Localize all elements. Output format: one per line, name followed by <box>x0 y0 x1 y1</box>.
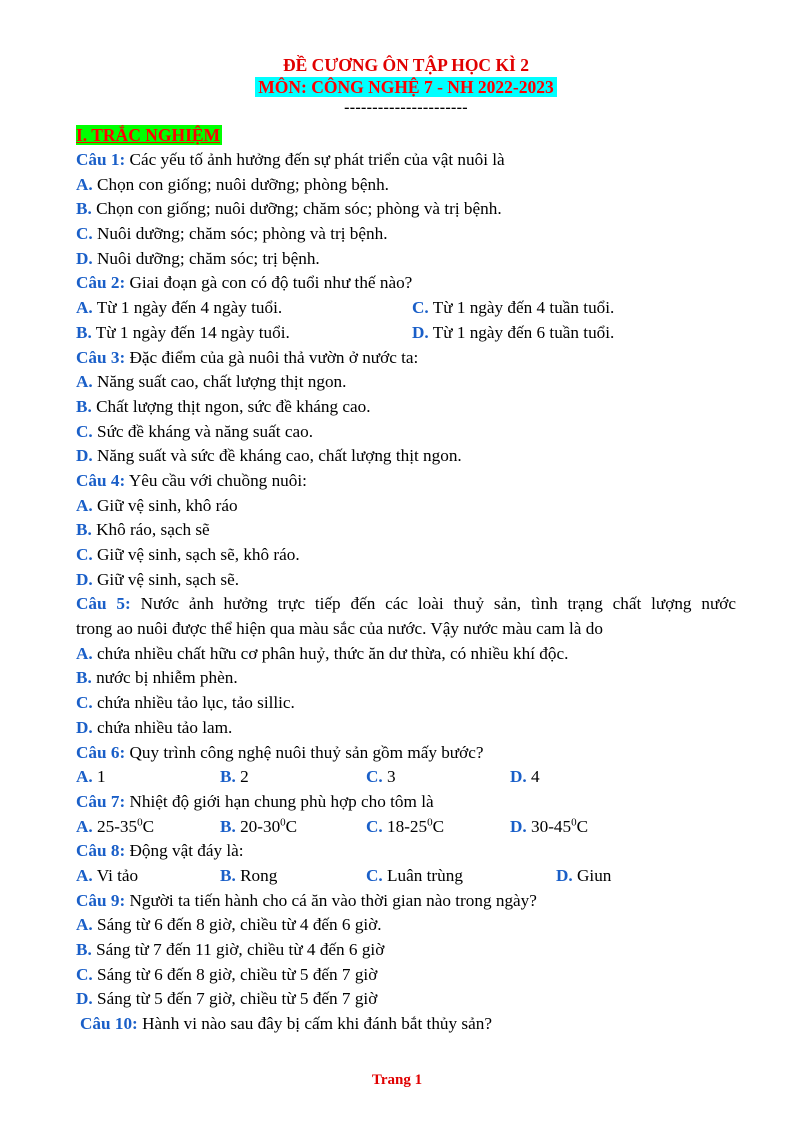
question-text: Động vật đáy là: <box>125 841 244 861</box>
question-7 <box>76 790 736 815</box>
option-label: C. <box>412 298 429 318</box>
section-heading: I. TRẮC NGHIỆM <box>76 125 221 145</box>
degree-sup: 0 <box>571 815 577 828</box>
option-1c <box>76 222 736 247</box>
option-text: Giữ vệ sinh, sạch sẽ, khô ráo. <box>92 545 300 564</box>
option-text: Giun <box>572 865 612 885</box>
question-text-line2: trong ao nuôi được thể hiện qua màu sắc của nước. Vậy nước màu cam là do <box>76 619 603 639</box>
question-text: Quy trình công nghệ nuôi thuỷ sản gồm mấy bước? <box>125 742 484 762</box>
option-text: 18-25 <box>382 816 428 836</box>
option-label: A. <box>76 816 93 836</box>
option-label: C. <box>366 767 383 787</box>
option-2b <box>76 321 412 346</box>
option-4a <box>76 494 736 519</box>
option-7c <box>366 815 510 840</box>
option-text: Sáng từ 6 đến 8 giờ, chiều từ 4 đến 6 giờ. <box>92 915 382 935</box>
option-5a <box>76 642 736 667</box>
option-text: Sáng từ 5 đến 7 giờ, chiều từ 5 đến 7 giờ <box>92 989 378 1009</box>
option-text: chứa nhiều tảo lục, tảo sillic. <box>92 693 295 713</box>
option-label: C. <box>76 964 93 984</box>
question-label: Câu 7: <box>76 791 126 811</box>
option-row-7 <box>76 815 736 840</box>
option-text: 3 <box>382 767 396 787</box>
question-4 <box>76 469 736 494</box>
option-text: Sáng từ 6 đến 8 giờ, chiều từ 5 đến 7 giờ <box>92 964 378 984</box>
option-text: Khô ráo, sạch sẽ <box>91 520 210 540</box>
question-6 <box>76 741 736 766</box>
document-subtitle: MÔN: CÔNG NGHỆ 7 - NH 2022-2023 <box>255 77 557 97</box>
option-3b <box>76 395 736 420</box>
document-page <box>76 52 736 1037</box>
question-label: Câu 3: <box>76 347 126 367</box>
option-label: C. <box>76 421 93 441</box>
option-label: D. <box>510 816 527 836</box>
option-label: D. <box>76 989 93 1009</box>
option-8c <box>366 864 556 889</box>
option-label: D. <box>76 717 93 737</box>
unit: C <box>432 816 445 836</box>
option-text: Rong <box>235 865 278 885</box>
option-2d <box>412 323 614 342</box>
option-label: D. <box>76 248 93 268</box>
option-9c <box>76 963 736 988</box>
question-text: Yêu cầu với chuồng nuôi: <box>125 470 307 490</box>
option-label: D. <box>76 446 93 466</box>
option-label: A. <box>76 495 93 515</box>
option-label: C. <box>366 865 383 885</box>
option-label: C. <box>366 816 383 836</box>
option-text: 2 <box>235 767 249 787</box>
question-text: Hành vi nào sau đây bị cấm khi đánh bắt thủy sản? <box>137 1014 492 1034</box>
option-label: A. <box>76 915 93 935</box>
option-3c <box>76 420 736 445</box>
unit: C <box>285 816 298 836</box>
option-2c <box>412 298 614 317</box>
option-text: Nuôi dưỡng; chăm sóc; phòng và trị bệnh. <box>92 224 388 244</box>
option-label: D. <box>76 569 93 589</box>
option-6d <box>510 767 540 786</box>
question-label: Câu 2: <box>76 273 126 293</box>
question-label: Câu 6: <box>76 742 126 762</box>
option-text: Chọn con giống; nuôi dưỡng; chăm sóc; phòng và trị bệnh. <box>91 199 502 219</box>
option-label: A. <box>76 372 93 392</box>
option-row-8 <box>76 864 736 889</box>
separator: ---------------------- <box>344 99 468 116</box>
option-9d <box>76 987 736 1012</box>
option-row-2bd <box>76 321 736 346</box>
option-text: Giữ vệ sinh, sạch sẽ. <box>92 569 240 589</box>
option-row-2ac <box>76 296 736 321</box>
degree-sup: 0 <box>137 815 143 828</box>
option-row-6 <box>76 765 736 790</box>
question-text: Giai đoạn gà con có độ tuổi như thế nào? <box>125 273 413 293</box>
option-text: Giữ vệ sinh, khô ráo <box>92 495 238 515</box>
option-text: 1 <box>92 767 106 787</box>
document-subtitle-wrap <box>76 76 736 98</box>
option-9b <box>76 938 736 963</box>
option-label: A. <box>76 298 93 318</box>
option-text: Từ 1 ngày đến 6 tuần tuổi. <box>428 322 615 342</box>
option-1d <box>76 247 736 272</box>
page-number: Trang 1 <box>371 1072 423 1088</box>
page-footer <box>0 1072 794 1089</box>
option-8b <box>220 864 366 889</box>
option-label: D. <box>510 767 527 787</box>
option-4b <box>76 518 736 543</box>
degree-sup: 0 <box>427 815 433 828</box>
option-label: B. <box>220 767 236 787</box>
question-text: Người ta tiến hành cho cá ăn vào thời gian nào trong ngày? <box>125 890 537 910</box>
question-label: Câu 8: <box>76 841 126 861</box>
option-6b <box>220 765 366 790</box>
option-text: Sáng từ 7 đến 11 giờ, chiều từ 4 đến 6 giờ <box>91 940 385 959</box>
question-1 <box>76 148 736 173</box>
question-text-line1: Nước ảnh hưởng trực tiếp đến các loài thuỷ sản, tình trạng chất lượng nước <box>130 594 736 614</box>
option-9a <box>76 913 736 938</box>
option-text: Từ 1 ngày đến 14 ngày tuổi. <box>91 322 290 342</box>
option-7b <box>220 815 366 840</box>
section-heading-wrap <box>76 122 736 148</box>
option-8a <box>76 864 220 889</box>
question-label: Câu 1: <box>76 150 126 169</box>
option-8d <box>556 866 611 885</box>
option-text: 4 <box>526 767 540 787</box>
question-text: Đặc điểm của gà nuôi thả vườn ở nước ta: <box>125 347 419 367</box>
degree-sup: 0 <box>280 815 286 828</box>
question-text: Nhiệt độ giới hạn chung phù hợp cho tôm là <box>125 791 434 811</box>
option-text: 30-45 <box>526 816 572 836</box>
option-label: C. <box>76 545 93 564</box>
option-text: Từ 1 ngày đến 4 tuần tuổi. <box>428 298 615 318</box>
option-text: Chọn con giống; nuôi dưỡng; phòng bệnh. <box>92 174 389 194</box>
option-label: B. <box>220 816 236 836</box>
option-label: D. <box>556 865 573 885</box>
option-text: 20-30 <box>235 816 281 836</box>
option-text: Nuôi dưỡng; chăm sóc; trị bệnh. <box>92 248 320 268</box>
option-1a <box>76 173 736 198</box>
option-label: B. <box>76 322 92 342</box>
question-text: Các yếu tố ảnh hưởng đến sự phát triển của vật nuôi là <box>125 150 505 169</box>
option-text: 25-35 <box>92 816 138 836</box>
question-label: Câu 4: <box>76 470 126 490</box>
option-label: D. <box>412 322 429 342</box>
option-3a <box>76 370 736 395</box>
option-7a <box>76 815 220 840</box>
option-label: B. <box>76 199 92 219</box>
option-label: C. <box>76 224 93 244</box>
question-5-cont <box>76 617 736 642</box>
question-10 <box>76 1012 736 1037</box>
option-6c <box>366 765 510 790</box>
option-text: Từ 1 ngày đến 4 ngày tuổi. <box>92 298 283 318</box>
option-5b <box>76 666 736 691</box>
option-label: C. <box>76 693 93 713</box>
option-text: nước bị nhiễm phèn. <box>91 668 238 688</box>
option-label: B. <box>76 940 92 959</box>
unit: C <box>142 816 155 836</box>
option-text: chứa nhiều chất hữu cơ phân huỷ, thức ăn dư thừa, có nhiều khí độc. <box>92 643 569 663</box>
question-label: Câu 5: <box>76 594 131 614</box>
document-title: ĐỀ CƯƠNG ÔN TẬP HỌC KÌ 2 <box>283 55 529 75</box>
option-text: Năng suất và sức đề kháng cao, chất lượng thịt ngon. <box>92 446 462 466</box>
option-label: B. <box>76 668 92 688</box>
unit: C <box>576 816 589 836</box>
question-label: Câu 9: <box>76 890 126 910</box>
option-label: B. <box>220 865 236 885</box>
option-label: A. <box>76 174 93 194</box>
option-2a <box>76 296 412 321</box>
option-label: B. <box>76 520 92 540</box>
option-text: chứa nhiều tảo lam. <box>92 717 233 737</box>
option-text: Sức đề kháng và năng suất cao. <box>92 421 313 441</box>
option-5d <box>76 716 736 741</box>
option-7d <box>510 817 588 836</box>
option-text: Luân trùng <box>382 865 463 885</box>
option-4c <box>76 543 736 568</box>
question-9 <box>76 889 736 914</box>
option-3d <box>76 444 736 469</box>
option-4d <box>76 568 736 593</box>
question-2 <box>76 271 736 296</box>
question-label: Câu 10: <box>80 1014 138 1034</box>
option-label: A. <box>76 643 93 663</box>
question-8 <box>76 839 736 864</box>
question-3 <box>76 346 736 371</box>
option-text: Năng suất cao, chất lượng thịt ngon. <box>92 372 347 392</box>
option-label: A. <box>76 767 93 787</box>
option-text: Chất lượng thịt ngon, sức đề kháng cao. <box>91 396 371 416</box>
question-5 <box>76 592 736 617</box>
option-1b <box>76 197 736 222</box>
option-label: A. <box>76 865 93 885</box>
option-text: Vi tảo <box>92 865 139 885</box>
option-5c <box>76 691 736 716</box>
option-6a <box>76 765 220 790</box>
option-label: B. <box>76 396 92 416</box>
